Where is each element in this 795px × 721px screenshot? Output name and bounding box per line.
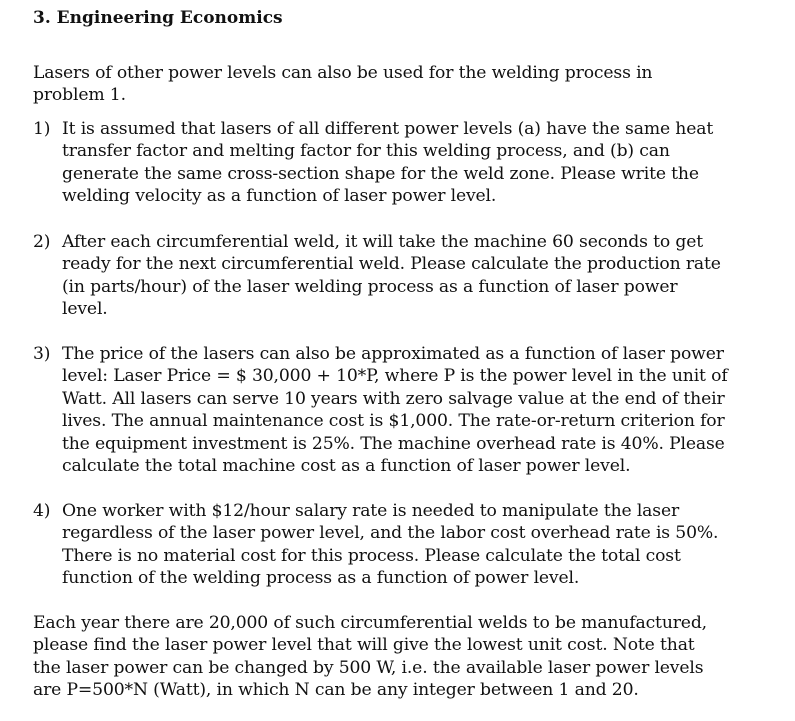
item-line: (in parts/hour) of the laser welding process as a function of laser power	[62, 276, 678, 297]
item-line: lives. The annual maintenance cost is $1,000. The rate-or-return criterion for	[62, 411, 725, 432]
item-number: 1)	[33, 119, 51, 139]
item-line: calculate the total machine cost as a function of laser power level.	[62, 456, 631, 477]
intro-paragraph	[33, 62, 785, 107]
item-text	[62, 343, 793, 477]
item-line: regardless of the laser power level, and the labor cost overhead rate is 50%.	[62, 523, 719, 544]
item-line: welding velocity as a function of laser power level.	[62, 186, 497, 207]
item-text	[62, 118, 793, 208]
item-line: One worker with $12/hour salary rate is needed to manipulate the laser	[62, 501, 680, 521]
section-heading: 3. Engineering Economics	[33, 8, 283, 28]
item-line: generate the same cross-section shape for the weld zone. Please write the	[62, 163, 699, 184]
item-number: 2)	[33, 232, 51, 252]
item-number: 4)	[33, 501, 51, 521]
item-text	[62, 231, 793, 321]
item-line: There is no material cost for this process. Please calculate the total cost	[62, 545, 681, 566]
item-line: transfer factor and melting factor for this welding process, and (b) can	[62, 141, 670, 162]
item-number: 3)	[33, 344, 51, 364]
item-text	[62, 500, 793, 590]
closing-line: please find the laser power level that will give the lowest unit cost. Note that	[33, 635, 695, 656]
closing-line: are P=500*N (Watt), in which N can be any integer between 1 and 20.	[33, 680, 639, 701]
intro-line: Lasers of other power levels can also be used for the welding process in	[33, 63, 653, 83]
closing-line: Each year there are 20,000 of such circumferential welds to be manufactured,	[33, 613, 707, 633]
item-line: ready for the next circumferential weld. Please calculate the production rate	[62, 254, 721, 275]
closing-paragraph	[33, 612, 785, 702]
item-line: It is assumed that lasers of all different power levels (a) have the same heat	[62, 119, 714, 139]
item-line: function of the welding process as a function of power level.	[62, 568, 580, 589]
item-line: The price of the lasers can also be approximated as a function of laser power	[62, 344, 724, 364]
item-line: Watt. All lasers can serve 10 years with zero salvage value at the end of their	[62, 388, 725, 409]
item-line: level.	[62, 299, 108, 320]
item-line: the equipment investment is 25%. The machine overhead rate is 40%. Please	[62, 433, 725, 454]
intro-line: problem 1.	[33, 85, 126, 106]
item-line: After each circumferential weld, it will take the machine 60 seconds to get	[62, 232, 704, 252]
closing-line: the laser power can be changed by 500 W, i.e. the available laser power levels	[33, 657, 704, 678]
item-line: level: Laser Price = $ 30,000 + 10*P, where P is the power level in the unit of	[62, 366, 728, 387]
